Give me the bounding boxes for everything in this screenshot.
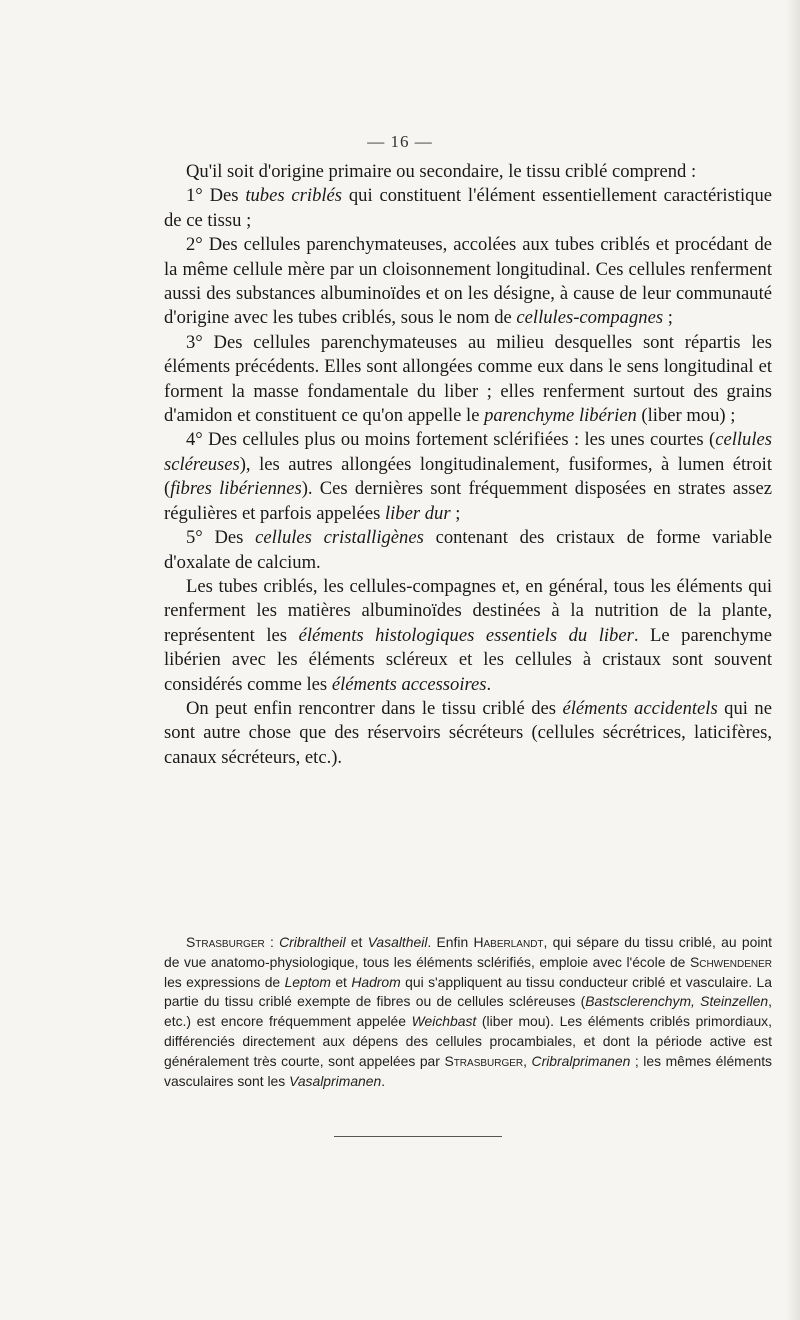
text-span: ; — [663, 307, 673, 329]
paragraph-summary — [164, 575, 772, 697]
text-span: . — [381, 1072, 386, 1089]
italic-term: Vasalprimanen — [289, 1072, 382, 1089]
paragraph-accidental — [164, 697, 772, 770]
italic-term: éléments histologiques essentiels du liber — [298, 624, 634, 646]
italic-term: cellules cristalligènes — [255, 527, 424, 549]
italic-term: cellules-compagnes — [516, 307, 664, 329]
text-span: 1° Des — [186, 185, 246, 207]
italic-term: fibres libériennes — [170, 478, 302, 500]
text-span: ; — [450, 502, 461, 524]
italic-term: Vasaltheil — [367, 934, 428, 950]
text-span: (liber mou). Les éléments criblés primordiaux, différenciés directement aux dépens des cellules procambiales, et dont la période active est généralement très courte, sont appelées par — [164, 1013, 772, 1069]
italic-term: parenchyme libérien — [484, 405, 637, 427]
text-span: . — [486, 673, 492, 695]
text-span: 4° Des cellules plus ou moins fortement sclérifiées : les unes courtes ( — [186, 429, 716, 451]
page-number: — 16 — — [367, 132, 433, 151]
author-name: Strasburger — [186, 934, 265, 950]
text-span: . Enfin — [427, 934, 474, 950]
italic-term: Leptom — [284, 973, 331, 990]
italic-term: Cribralprimanen — [531, 1052, 631, 1069]
text-span: ; les mêmes éléments vasculaires sont les — [164, 1052, 772, 1089]
author-name: Strasburger — [444, 1052, 524, 1069]
list-item-1 — [164, 184, 772, 233]
text-span: ), les autres allongées longitudinalement, fusiformes, à lumen étroit ( — [164, 453, 772, 500]
page-edge-shadow — [786, 0, 800, 1320]
text-span: On peut enfin rencontrer dans le tissu criblé des — [186, 697, 563, 719]
italic-term: éléments accessoires — [331, 673, 487, 695]
footnote — [164, 933, 772, 1091]
text-span: 3° Des cellules parenchymateuses au milieu desquelles sont répartis les éléments précédents. Elles sont allongées comme eux dans le sens longitudinal et forment la masse fondamentale du liber ; elles renferment surtout des grains d'amidon et constituent ce qu'on appelle le — [164, 331, 772, 427]
text-span: , etc.) est encore fréquemment appelée — [164, 993, 772, 1030]
author-name: Schwendener — [689, 953, 772, 970]
text-span: : — [264, 934, 280, 950]
italic-term: liber dur — [384, 502, 451, 524]
italic-term: tubes criblés — [245, 185, 343, 207]
footnote-rule — [334, 1136, 502, 1137]
list-item-5 — [164, 526, 772, 575]
italic-term: éléments accidentels — [562, 697, 718, 719]
text-span: . Le parenchyme libérien avec les éléments scléreux et les cellules à cristaux sont souvent considérés comme les — [164, 624, 772, 695]
text-span: les expressions de — [164, 973, 285, 990]
text-span: ). Ces dernières sont fréquemment disposées en strates assez régulières et parfois appelées — [164, 478, 772, 524]
text-span: qui constituent l'élément essentiellement caractéristique de ce tissu ; — [164, 185, 772, 231]
text-span: et — [330, 973, 352, 990]
list-item-3 — [164, 331, 772, 429]
list-item-2 — [164, 233, 772, 331]
text-span: contenant des cristaux de forme variable d'oxalate de calcium. — [164, 527, 772, 573]
italic-term: Weichbast — [411, 1013, 477, 1030]
main-text — [164, 160, 772, 770]
text-span: 2° Des cellules parenchymateuses, accolées aux tubes criblés et procédant de la même cellule mère par un cloisonnement longitudinal. Ces cellules renferment aussi des substances albuminoïdes et on les désigne, à cause de leur communauté d'origine avec les tubes criblés, sous le nom de — [164, 234, 772, 329]
text-span: et — [345, 934, 368, 950]
text-span: 5° Des — [186, 527, 256, 549]
list-item-4 — [164, 428, 772, 526]
text-span: (liber mou) ; — [636, 405, 736, 427]
italic-term: Cribraltheil — [279, 934, 346, 950]
text-span: , — [523, 1052, 532, 1069]
paragraph-intro — [164, 160, 772, 184]
text-span: , qui sépare du tissu criblé, au point de vue anatomo-physiologique, tous les éléments sclérifiés, emploie avec l'école de — [164, 934, 772, 970]
italic-term: Hadrom — [351, 973, 401, 990]
text-span: qui s'appliquent au tissu conducteur criblé et vasculaire. La partie du tissu criblé exempte de fibres ou de cellules scléreuses ( — [164, 973, 772, 1010]
text-span: qui ne sont autre chose que des réservoirs sécréteurs (cellules sécrétrices, laticifères, canaux sécréteurs, etc.). — [164, 697, 772, 768]
text-span: Qu'il soit d'origine primaire ou secondaire, le tissu criblé comprend : — [186, 161, 697, 182]
italic-term: cellules scléreuses — [164, 429, 772, 475]
italic-term: Bastsclerenchym, Steinzellen — [585, 993, 769, 1010]
text-span: Les tubes criblés, les cellules-compagnes et, en général, tous les éléments qui renferment les matières albuminoïdes destinées à la nutrition de la plante, représentent les — [164, 575, 772, 646]
footnote-paragraph — [164, 933, 772, 1091]
author-name: Haberlandt — [473, 934, 544, 950]
